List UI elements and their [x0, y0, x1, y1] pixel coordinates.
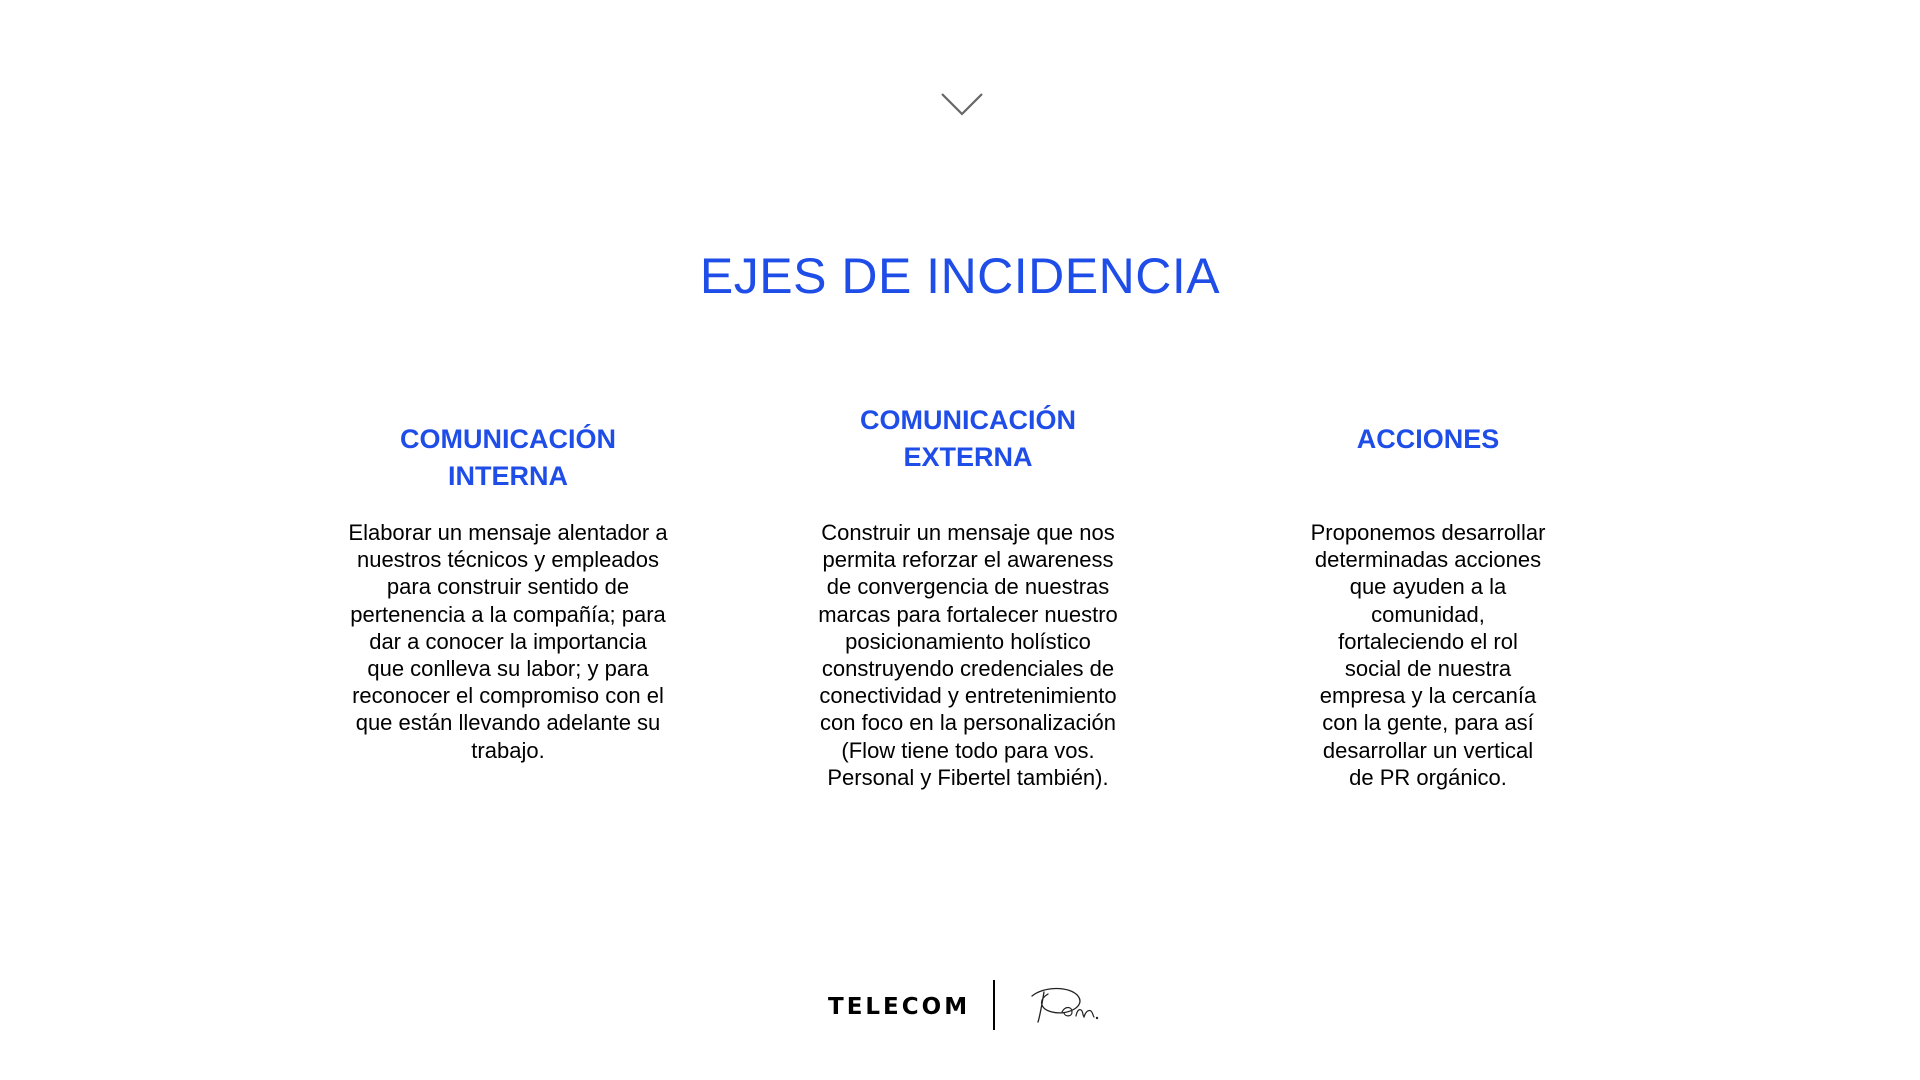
page-title: EJES DE INCIDENCIA	[699, 248, 1221, 304]
column-body: Construir un mensaje que nos permita reforzar el awareness de convergencia de nuestras marcas para fortalecer nuestro posicionamiento holístico construyendo credenciales de conectividad y entretenimiento con foco en la personalización (Flow tiene todo para vos. Personal y Fibertel también).	[818, 520, 1118, 790]
footer-divider	[993, 980, 995, 1030]
column-body: Proponemos desarrollar determinadas acciones que ayuden a la comunidad, fortaleciendo el rol social de nuestra empresa y la cercanía con la gente, para así desarrollar un vertical de PR orgánico.	[1310, 520, 1546, 790]
column-heading-line: INTERNA	[448, 461, 568, 491]
column-heading-line: COMUNICACIÓN	[400, 424, 616, 454]
telecom-logo: TELECOM	[828, 994, 971, 1020]
column-heading	[348, 421, 668, 495]
column-heading-line: ACCIONES	[1356, 424, 1500, 454]
column-body: Elaborar un mensaje alentador a nuestros técnicos y empleados para construir sentido de pertenencia a la compañía; para dar a conocer la importancia que conlleva su labor; y para reconocer el compromiso con el que están llevando adelante su trabajo.	[348, 520, 668, 763]
footer	[0, 980, 1920, 1036]
column-heading	[808, 402, 1128, 476]
column-heading-line: EXTERNA	[903, 442, 1033, 472]
column-comunicacion-externa	[808, 402, 1128, 790]
column-comunicacion-interna	[348, 421, 668, 763]
column-acciones	[1268, 421, 1588, 790]
column-heading-line: COMUNICACIÓN	[860, 405, 1076, 435]
column-heading	[1268, 421, 1588, 458]
don-signature-logo	[1022, 982, 1102, 1026]
